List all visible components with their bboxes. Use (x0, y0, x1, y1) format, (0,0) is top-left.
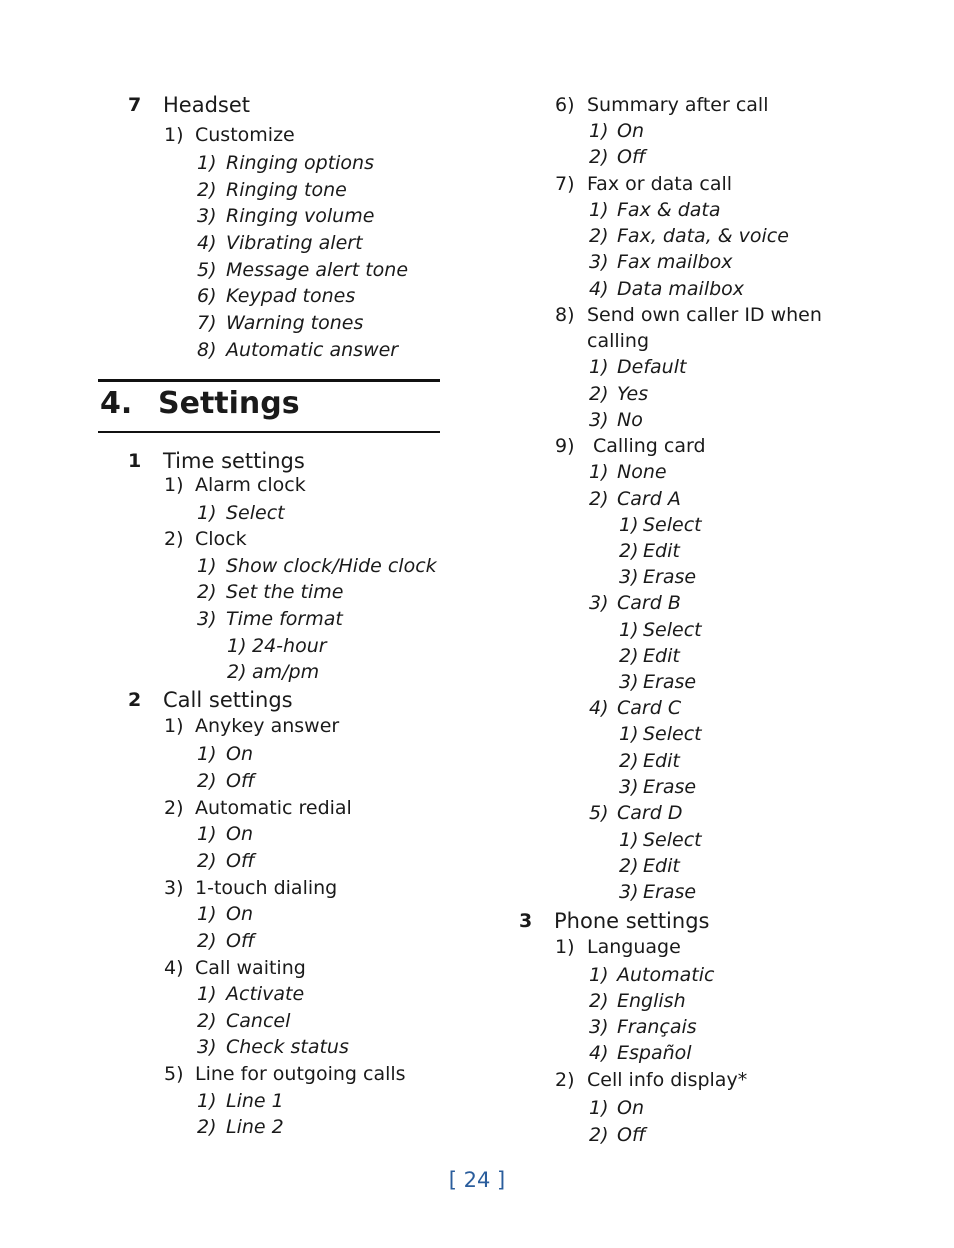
item-number: 4) (164, 957, 184, 979)
menu-item: Edit (643, 645, 680, 667)
section-heading-time-settings: Time settings (163, 449, 305, 473)
item-number: 3) (197, 608, 217, 630)
item-number: 1) (589, 964, 609, 986)
menu-item-1-touch-dialing: 1-touch dialing (195, 877, 338, 899)
menu-item: Select (226, 502, 285, 524)
item-number: 1) (197, 823, 217, 845)
menu-item: Erase (643, 671, 697, 693)
menu-item: Check status (226, 1036, 349, 1058)
menu-item: Erase (643, 881, 697, 903)
menu-item: On (226, 743, 253, 765)
item-number: 7) (197, 312, 217, 334)
item-number: 1) (619, 829, 639, 851)
menu-item: No (617, 409, 643, 431)
item-number: 4) (589, 278, 609, 300)
item-number: 3) (164, 877, 184, 899)
item-number: 8) (197, 339, 217, 361)
menu-item: 24-hour (252, 635, 327, 657)
item-number: 2) (589, 146, 609, 168)
section-heading-phone-settings: Phone settings (554, 909, 710, 933)
menu-item: Fax, data, & voice (617, 225, 789, 247)
section-heading-call-settings: Call settings (163, 688, 293, 712)
item-number: 2) (227, 661, 247, 683)
section-number: 1 (128, 450, 142, 472)
menu-item: Automatic (617, 964, 715, 986)
item-number: 4) (197, 232, 217, 254)
item-number: 2) (197, 1116, 217, 1138)
item-number: 1) (197, 903, 217, 925)
item-number: 2) (197, 850, 217, 872)
item-number: 2) (164, 797, 184, 819)
menu-item: Français (617, 1016, 697, 1038)
menu-item-card-c: Card C (617, 697, 682, 719)
menu-item-language: Language (587, 936, 681, 958)
item-number: 2) (197, 930, 217, 952)
menu-item: Default (617, 356, 687, 378)
item-number: 3) (619, 881, 639, 903)
menu-item: Message alert tone (226, 259, 409, 281)
menu-item-line-for-outgoing-calls: Line for outgoing calls (195, 1063, 406, 1085)
menu-item: Activate (226, 983, 305, 1005)
item-number: 2) (619, 540, 639, 562)
menu-item-customize: Customize (195, 124, 295, 146)
chapter-heading (100, 386, 300, 421)
menu-item: Show clock/Hide clock (226, 555, 437, 577)
item-number: 2) (164, 528, 184, 550)
item-number: 2) (555, 1069, 575, 1091)
item-number: 1) (589, 199, 609, 221)
menu-item-fax-or-data-call: Fax or data call (587, 173, 733, 195)
menu-item: On (617, 1097, 644, 1119)
item-number: 1) (197, 152, 217, 174)
menu-item-summary-after-call: Summary after call (587, 94, 769, 116)
item-number: 2) (619, 645, 639, 667)
item-number: 3) (589, 592, 609, 614)
menu-item: Select (643, 619, 702, 641)
item-number: 1) (197, 743, 217, 765)
menu-item: None (617, 461, 667, 483)
item-number: 3) (589, 251, 609, 273)
item-number: 1) (197, 1090, 217, 1112)
chapter-title: Settings (158, 386, 300, 421)
menu-item: Vibrating alert (226, 232, 363, 254)
menu-item: Keypad tones (226, 285, 356, 307)
item-number: 3) (619, 566, 639, 588)
menu-item: Automatic answer (226, 339, 399, 361)
item-number: 2) (589, 488, 609, 510)
menu-item: Fax mailbox (617, 251, 733, 273)
item-number: 5) (589, 802, 609, 824)
item-number: 3) (197, 205, 217, 227)
menu-item: Erase (643, 566, 697, 588)
menu-item: Line 1 (226, 1090, 284, 1112)
item-number: 1) (164, 124, 184, 146)
menu-item: Ringing tone (226, 179, 347, 201)
item-number: 1) (197, 983, 217, 1005)
section-number: 2 (128, 689, 142, 711)
menu-item: Yes (617, 383, 649, 405)
menu-item: Cancel (226, 1010, 291, 1032)
menu-item: Edit (643, 750, 680, 772)
item-number: 3) (619, 671, 639, 693)
item-number: 2) (589, 225, 609, 247)
menu-item: Off (617, 146, 646, 168)
menu-item: Erase (643, 776, 697, 798)
item-number: 2) (197, 770, 217, 792)
item-number: 8) (555, 304, 575, 326)
section-number: 3 (519, 910, 533, 932)
item-number: 4) (589, 1042, 609, 1064)
menu-item-cell-info-display: Cell info display* (587, 1069, 748, 1091)
chapter-bottom-rule (98, 431, 440, 433)
menu-item-card-d: Card D (617, 802, 683, 824)
menu-item: Time format (226, 608, 343, 630)
menu-item: On (617, 120, 644, 142)
item-number: 3) (589, 1016, 609, 1038)
page-number: [ 24 ] (448, 1168, 506, 1192)
section-number: 7 (128, 94, 142, 116)
menu-item: Off (617, 1124, 646, 1146)
item-number: 1) (164, 715, 184, 737)
section-heading-headset: Headset (163, 93, 251, 117)
menu-item: English (617, 990, 686, 1012)
item-number: 2) (197, 179, 217, 201)
menu-item: Ringing volume (226, 205, 375, 227)
item-number: 2) (619, 855, 639, 877)
item-number: 2) (197, 581, 217, 603)
item-number: 6) (197, 285, 217, 307)
item-number: 7) (555, 173, 575, 195)
item-number: 5) (164, 1063, 184, 1085)
item-number: 2) (589, 1124, 609, 1146)
menu-item: Data mailbox (617, 278, 745, 300)
menu-item: Off (226, 850, 255, 872)
menu-item-card-b: Card B (617, 592, 681, 614)
item-number: 3) (619, 776, 639, 798)
menu-item: Español (617, 1042, 692, 1064)
menu-item: Off (226, 930, 255, 952)
menu-item: Off (226, 770, 255, 792)
menu-item: Fax & data (617, 199, 721, 221)
chapter-top-rule (98, 379, 440, 382)
item-number: 1) (197, 502, 217, 524)
item-number: 1) (164, 474, 184, 496)
menu-item-alarm-clock: Alarm clock (195, 474, 306, 496)
menu-item: Warning tones (226, 312, 364, 334)
chapter-number: 4. (100, 386, 133, 421)
menu-item-clock: Clock (195, 528, 247, 550)
item-number: 2) (619, 750, 639, 772)
menu-item: Ringing options (226, 152, 374, 174)
menu-item-anykey-answer: Anykey answer (195, 715, 340, 737)
menu-item-send-own-caller-id-cont: calling (587, 330, 650, 352)
menu-item: Select (643, 723, 702, 745)
menu-item: On (226, 823, 253, 845)
menu-item-card-a: Card A (617, 488, 681, 510)
item-number: 1) (197, 555, 217, 577)
item-number: 2) (589, 990, 609, 1012)
item-number: 5) (197, 259, 217, 281)
item-number: 1) (589, 1097, 609, 1119)
item-number: 9) (555, 435, 575, 457)
item-number: 1) (555, 936, 575, 958)
menu-item: On (226, 903, 253, 925)
item-number: 3) (589, 409, 609, 431)
menu-item: Edit (643, 540, 680, 562)
item-number: 1) (589, 120, 609, 142)
menu-item: Select (643, 829, 702, 851)
menu-item: Set the time (226, 581, 344, 603)
item-number: 1) (227, 635, 247, 657)
item-number: 1) (619, 723, 639, 745)
item-number: 2) (197, 1010, 217, 1032)
menu-item: am/pm (252, 661, 320, 683)
item-number: 1) (619, 514, 639, 536)
menu-item: Edit (643, 855, 680, 877)
item-number: 4) (589, 697, 609, 719)
menu-item-calling-card: Calling card (593, 435, 706, 457)
menu-item-send-own-caller-id: Send own caller ID when (587, 304, 822, 326)
menu-item: Select (643, 514, 702, 536)
menu-item-automatic-redial: Automatic redial (195, 797, 352, 819)
menu-item-call-waiting: Call waiting (195, 957, 306, 979)
item-number: 1) (619, 619, 639, 641)
item-number: 1) (589, 461, 609, 483)
item-number: 3) (197, 1036, 217, 1058)
menu-item: Line 2 (226, 1116, 284, 1138)
item-number: 6) (555, 94, 575, 116)
item-number: 2) (589, 383, 609, 405)
item-number: 1) (589, 356, 609, 378)
